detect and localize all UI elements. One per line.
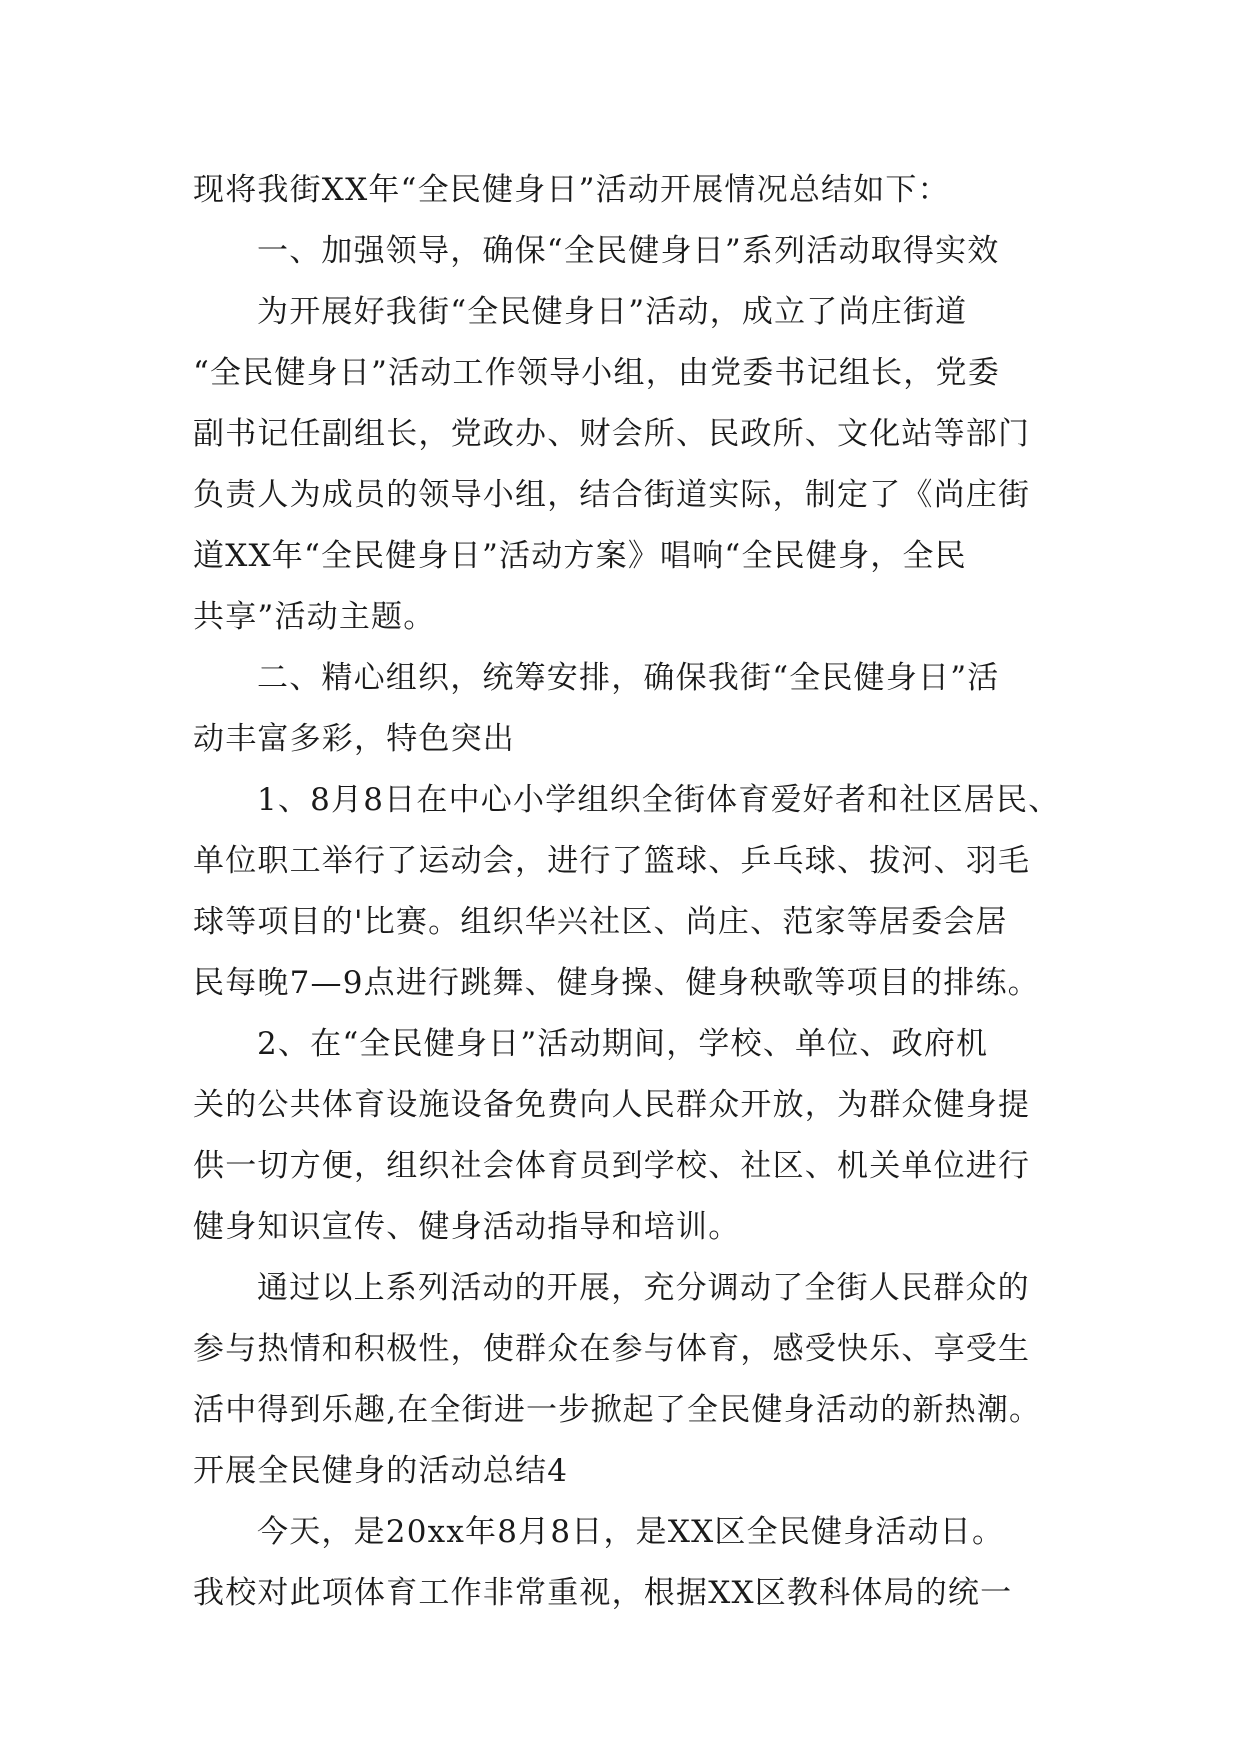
- paragraph-line: 副书记任副组长，党政办、财会所、民政所、文化站等部门: [193, 416, 1031, 452]
- paragraph-line: 现将我街XX年“全民健身日”活动开展情况总结如下：: [193, 172, 950, 208]
- paragraph-line: 今天，是20xx年8月8日，是XX区全民健身活动日。: [257, 1514, 1005, 1550]
- paragraph-line: 单位职工举行了运动会，进行了篮球、乒乓球、拔河、羽毛: [193, 843, 1031, 879]
- paragraph-line: 关的公共体育设施设备免费向人民群众开放，为群众健身提: [193, 1087, 1031, 1123]
- section-heading: 一、加强领导，确保“全民健身日”系列活动取得实效: [257, 233, 1000, 269]
- paragraph-line: 通过以上系列活动的开展，充分调动了全街人民群众的: [257, 1270, 1030, 1306]
- paragraph-line: 活中得到乐趣,在全街进一步掀起了全民健身活动的新热潮。: [193, 1392, 1042, 1428]
- section-heading: 动丰富多彩，特色突出: [193, 721, 515, 757]
- document-subtitle: 开展全民健身的活动总结4: [193, 1453, 569, 1489]
- paragraph-line: 我校对此项体育工作非常重视，根据XX区教科体局的统一: [193, 1575, 1013, 1611]
- document-body: [193, 160, 1073, 1624]
- paragraph-line: 道XX年“全民健身日”活动方案》唱响“全民健身，全民: [193, 538, 967, 574]
- paragraph-line: “全民健身日”活动工作领导小组，由党委书记组长，党委: [193, 355, 1000, 391]
- paragraph-line: 共享”活动主题。: [193, 599, 436, 635]
- paragraph-line: 健身知识宣传、健身活动指导和培训。: [193, 1209, 741, 1245]
- paragraph-line: 供一切方便，组织社会体育员到学校、社区、机关单位进行: [193, 1148, 1031, 1184]
- paragraph-line: 为开展好我街“全民健身日”活动，成立了尚庄街道: [257, 294, 968, 330]
- paragraph-line: 1、8月8日在中心小学组织全街体育爱好者和社区居民、: [257, 782, 1061, 818]
- section-heading: 二、精心组织，统筹安排，确保我街“全民健身日”活: [257, 660, 1000, 696]
- paragraph-line: 2、在“全民健身日”活动期间，学校、单位、政府机: [257, 1026, 989, 1062]
- paragraph-line: 参与热情和积极性，使群众在参与体育，感受快乐、享受生: [193, 1331, 1031, 1367]
- paragraph-line: 球等项目的'比赛。组织华兴社区、尚庄、范家等居委会居: [193, 904, 1008, 940]
- paragraph-line: 民每晚7—9点进行跳舞、健身操、健身秧歌等项目的排练。: [193, 965, 1040, 1001]
- paragraph-line: 负责人为成员的领导小组，结合街道实际，制定了《尚庄街: [193, 477, 1031, 513]
